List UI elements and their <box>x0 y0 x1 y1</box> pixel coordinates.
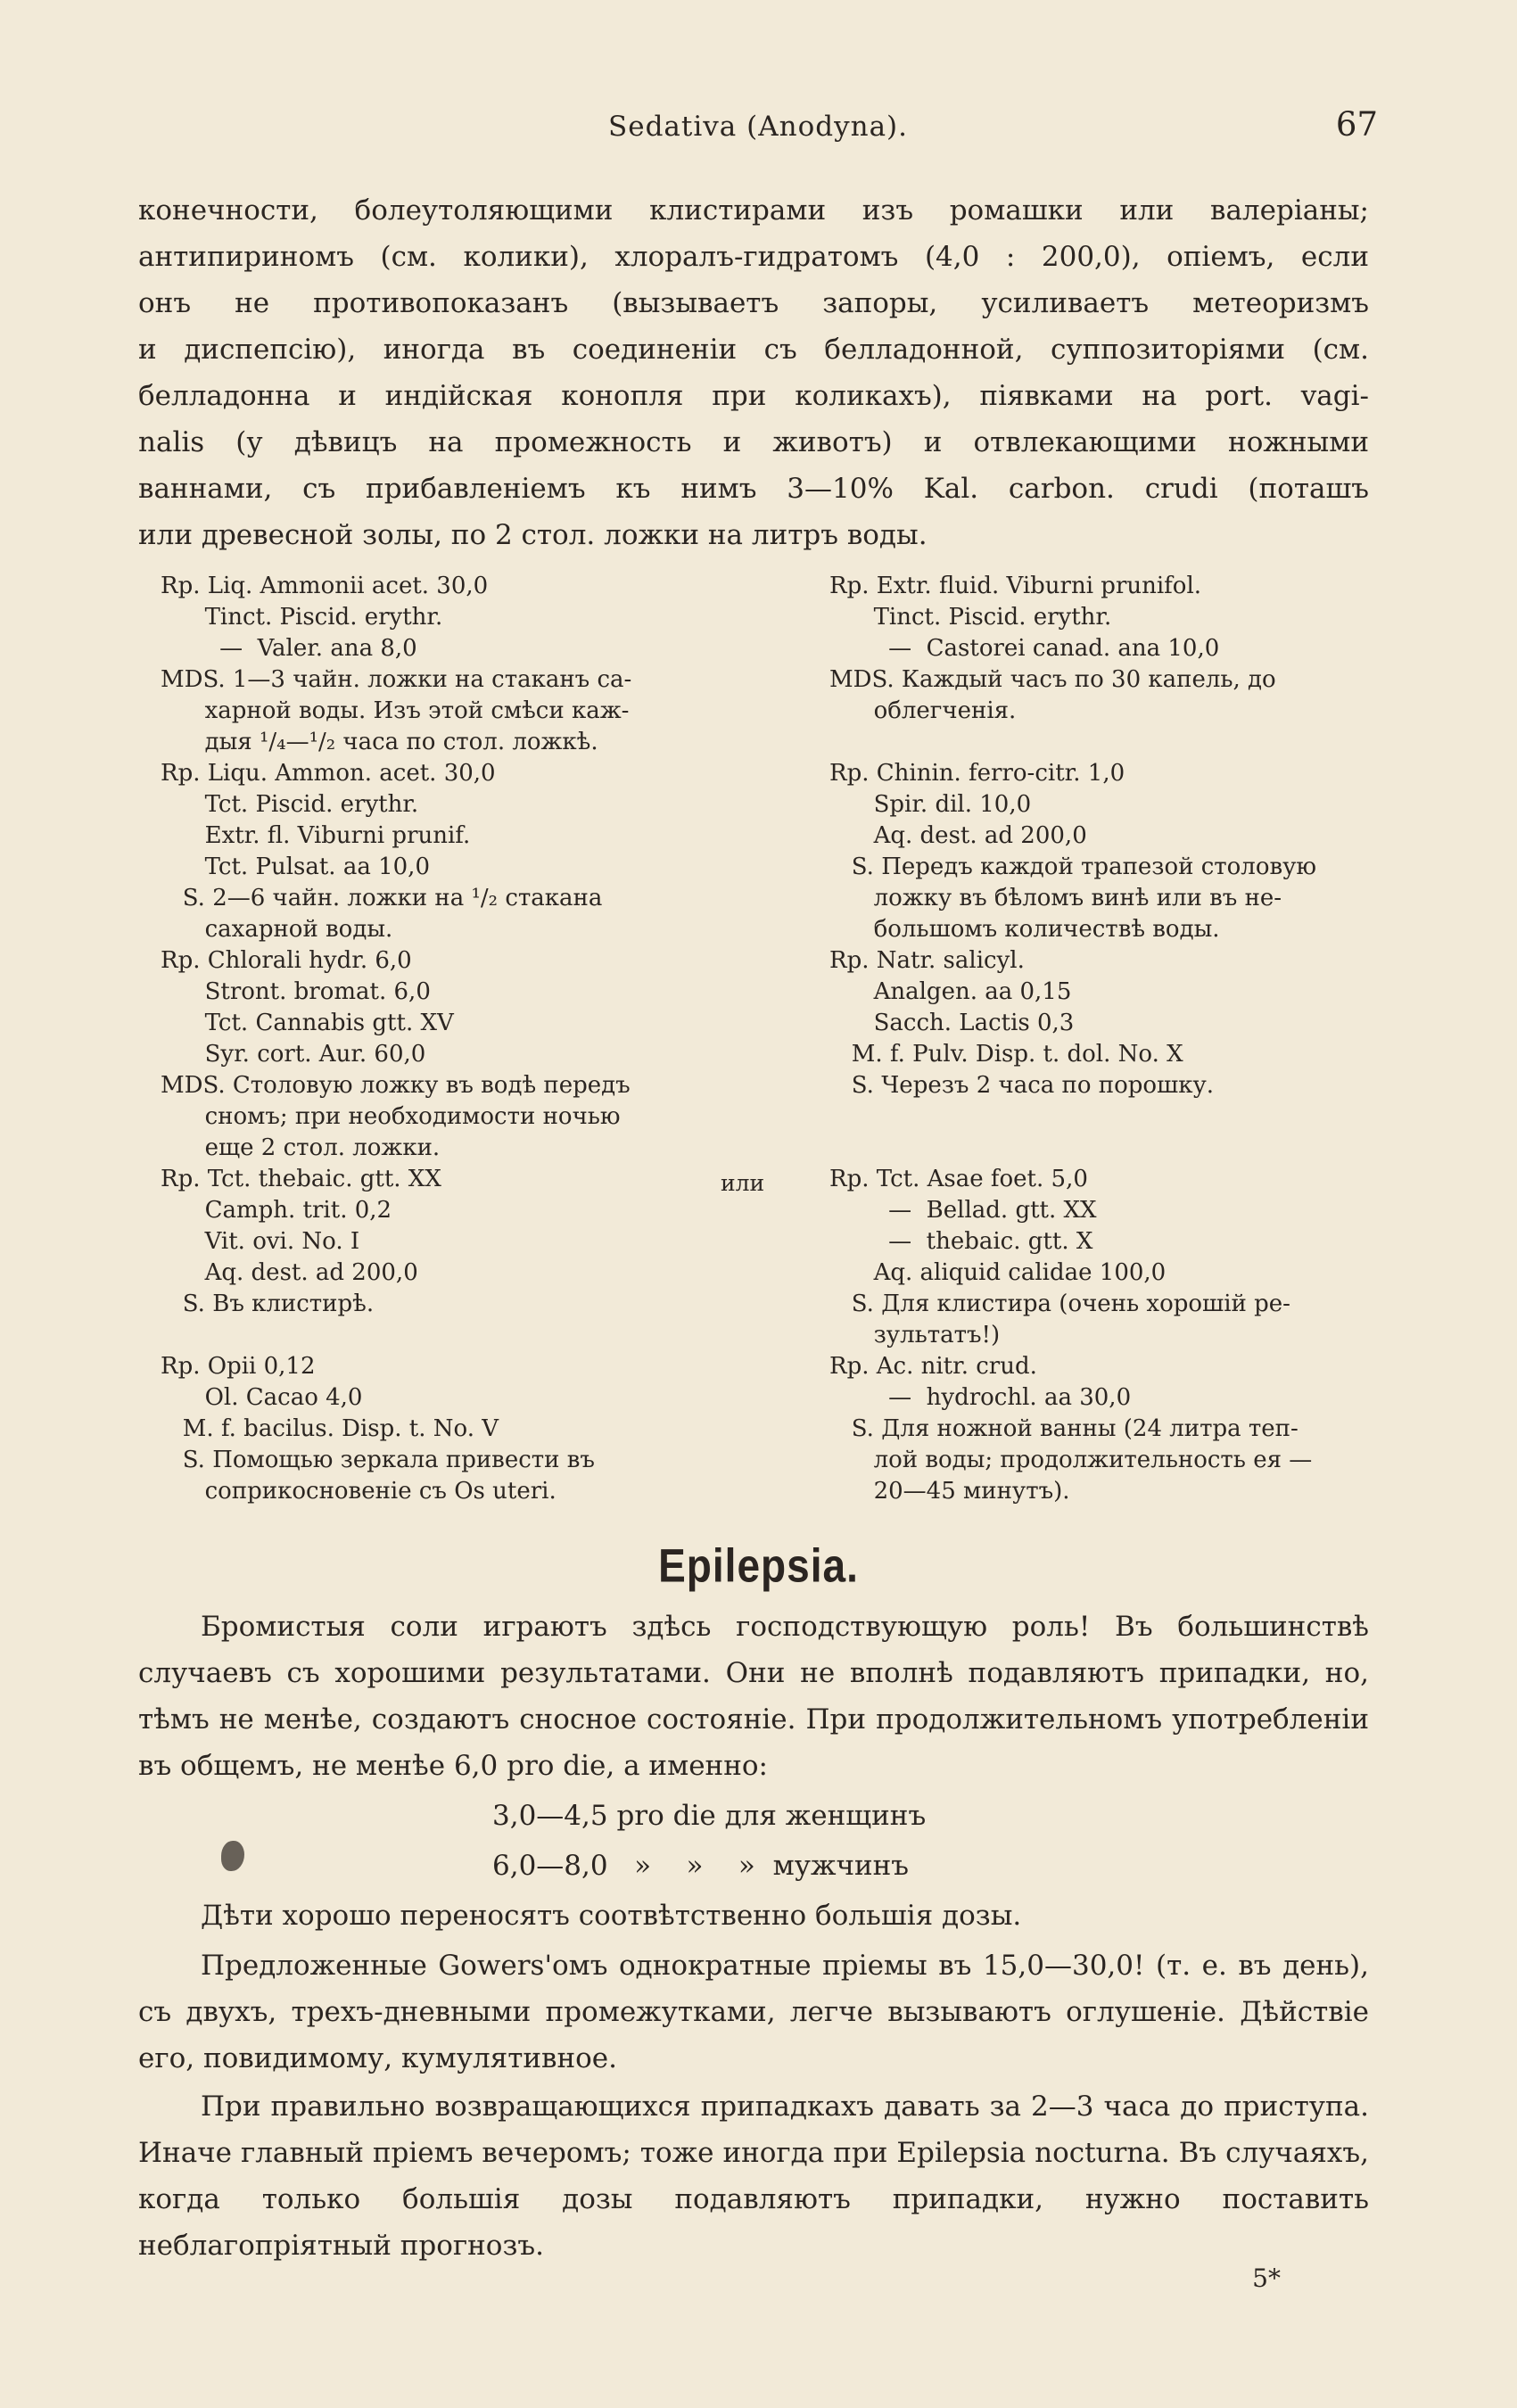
prescription-line: зультатъ!) <box>829 1322 1001 1348</box>
prescription-line: Extr. fl. Viburni prunif. <box>161 822 471 849</box>
prescription-line <box>161 1320 731 1351</box>
prescription-line: MDS. 1—3 чайн. ложки на стаканъ са- <box>161 666 632 693</box>
prescription-line: лой воды; продолжительность ея — <box>829 1447 1313 1473</box>
prescription-line <box>829 1133 1400 1164</box>
intro-line: белладонна и индійская конопля при коликахъ), піявками на port. vagi- <box>138 380 1369 412</box>
epilepsia-paragraph-1 <box>138 1604 1369 1789</box>
epilepsia-text: При правильно возвращающихся припадкахъ давать за 2—3 часа до приступа. Иначе главный пріемъ вечеромъ; тоже иногда при Epilepsia nocturna. Въ случаяхъ, когда только большія дозы подавляютъ припадки, нужно поставить неблагопріятный прогнозъ. <box>138 2091 1369 2262</box>
dose-women: 3,0—4,5 pro die для женщинъ <box>492 1800 927 1832</box>
intro-line: и диспепсію), иногда въ соединеніи съ белладонной, суппозиторіями (см. <box>138 334 1369 366</box>
prescription-line: Tinct. Piscid. erythr. <box>829 604 1112 631</box>
intro-line: антипириномъ (см. колики), хлоралъ-гидратомъ (4,0 : 200,0), опіемъ, если <box>138 241 1369 273</box>
prescription-line <box>829 727 1400 758</box>
intro-line: онъ не противопоказанъ (вызываетъ запоры, усиливаетъ метеоризмъ <box>138 287 1369 319</box>
prescription-line: Rp. Tct. thebaic. gtt. XX <box>161 1166 441 1192</box>
prescription-line: облегченія. <box>829 697 1017 724</box>
prescription-line: S. Въ клистирѣ. <box>161 1291 375 1317</box>
epilepsia-paragraph-3 <box>138 1942 1369 2082</box>
prescription-line <box>829 1101 1400 1133</box>
prescription-line: M. f. bacilus. Disp. t. No. V <box>161 1415 499 1442</box>
prescription-line: 20—45 минутъ). <box>829 1478 1070 1505</box>
prescriptions-right-column <box>829 571 1400 1507</box>
prescription-line: Aq. dest. ad 200,0 <box>829 822 1087 849</box>
prescription-line: S. Помощью зеркала привести въ <box>161 1447 595 1473</box>
prescription-line: Rp. Chlorali hydr. 6,0 <box>161 947 412 974</box>
prescription-line: M. f. Pulv. Disp. t. dol. No. X <box>829 1041 1183 1068</box>
prescriptions-left-column <box>161 571 731 1507</box>
prescription-line: Rp. Chinin. ferro-citr. 1,0 <box>829 760 1125 787</box>
prescription-line: ложку въ бѣломъ винѣ или въ не- <box>829 885 1282 911</box>
intro-line: или древесной золы, по 2 стол. ложки на литръ воды. <box>138 519 928 551</box>
prescription-line: Rp. Natr. salicyl. <box>829 947 1025 974</box>
prescription-line: Aq. dest. ad 200,0 <box>161 1259 418 1286</box>
epilepsia-text: Бромистыя соли играютъ здѣсь господствующую роль! Въ большинствѣ случаевъ съ хорошими результатами. Они не вполнѣ подавляютъ припадки, но, тѣмъ не менѣе, создаютъ сносное состояніе. При продолжительномъ употребленіи въ общемъ, не менѣе 6,0 pro die, а именно: <box>138 1611 1369 1782</box>
intro-line: ваннами, съ прибавленіемъ къ нимъ 3—10% Kal. carbon. crudi (поташъ <box>138 473 1369 505</box>
page-number: 67 <box>1335 105 1378 144</box>
or-separator: или <box>721 1170 765 1196</box>
prescription-line: Syr. cort. Aur. 60,0 <box>161 1041 426 1068</box>
section-title: Epilepsia. <box>658 1538 859 1592</box>
prescription-line: S. Для клистира (очень хорошій ре- <box>829 1291 1290 1317</box>
prescription-line: Rp. Liqu. Ammon. acet. 30,0 <box>161 760 496 787</box>
epilepsia-text: Дѣти хорошо переносятъ соотвѣтственно большія дозы. <box>201 1900 1022 1932</box>
running-title: Sedativa (Anodyna). <box>608 111 908 143</box>
prescription-line: — Valer. ana 8,0 <box>161 635 417 662</box>
prescription-line: — thebaic. gtt. X <box>829 1228 1093 1255</box>
prescription-line: Rp. Tct. Asae foet. 5,0 <box>829 1166 1088 1192</box>
prescription-line: — hydrochl. aa 30,0 <box>829 1384 1132 1411</box>
epilepsia-paragraph-4 <box>138 2083 1369 2269</box>
intro-line: конечности, болеутоляющими клистирами изъ ромашки или валеріаны; <box>138 194 1369 227</box>
prescription-line: Rp. Opii 0,12 <box>161 1353 316 1380</box>
prescription-line: — Castorei canad. ana 10,0 <box>829 635 1220 662</box>
prescription-line: Tct. Piscid. erythr. <box>161 791 419 818</box>
prescription-line: MDS. Столовую ложку въ водѣ передъ <box>161 1072 631 1099</box>
prescription-line: Analgen. aa 0,15 <box>829 978 1072 1005</box>
epilepsia-text: Предложенные Gowers'омъ однократные пріемы въ 15,0—30,0! (т. е. въ день), съ двухъ, трехъ-дневными промежутками, легче вызываютъ оглушеніе. Дѣйствіе его, повидимому, кумулятивное. <box>138 1950 1369 2074</box>
signature-mark: 5* <box>1252 2264 1281 2293</box>
prescription-line: соприкосновеніе съ Os uteri. <box>161 1478 557 1505</box>
prescription-line: S. 2—6 чайн. ложки на ¹/₂ стакана <box>161 885 603 911</box>
prescription-line: харной воды. Изъ этой смѣси каж- <box>161 697 630 724</box>
prescription-line: Spir. dil. 10,0 <box>829 791 1032 818</box>
prescription-line: S. Передъ каждой трапезой столовую <box>829 854 1317 880</box>
prescription-line: Rp. Ac. nitr. crud. <box>829 1353 1037 1380</box>
prescription-line: S. Для ножной ванны (24 литра теп- <box>829 1415 1299 1442</box>
dose-men: 6,0—8,0 » » » мужчинъ <box>492 1850 910 1882</box>
prescription-line: S. Черезъ 2 часа по порошку. <box>829 1072 1215 1099</box>
prescription-line: Rp. Liq. Ammonii acet. 30,0 <box>161 573 489 599</box>
prescription-line: сномъ; при необходимости ночью <box>161 1103 621 1130</box>
prescription-line: Rp. Extr. fluid. Viburni prunifol. <box>829 573 1202 599</box>
prescription-line: Sacch. Lactis 0,3 <box>829 1010 1075 1036</box>
prescription-line: MDS. Каждый часъ по 30 капель, до <box>829 666 1276 693</box>
prescription-line: Tinct. Piscid. erythr. <box>161 604 443 631</box>
prescription-line: Tct. Pulsat. aa 10,0 <box>161 854 430 880</box>
prescription-line: Stront. bromat. 6,0 <box>161 978 431 1005</box>
prescription-line: дыя ¹/₄—¹/₂ часа по стол. ложкѣ. <box>161 729 598 755</box>
prescription-line: Ol. Cacao 4,0 <box>161 1384 363 1411</box>
prescription-line: Vit. ovi. No. I <box>161 1228 360 1255</box>
prescription-line: — Bellad. gtt. XX <box>829 1197 1097 1224</box>
intro-line: nalis (у дѣвицъ на промежность и животъ) и отвлекающими ножными <box>138 426 1369 458</box>
prescription-line: Aq. aliquid calidae 100,0 <box>829 1259 1167 1286</box>
prescription-line: еще 2 стол. ложки. <box>161 1134 441 1161</box>
intro-paragraph <box>138 187 1369 558</box>
running-header <box>138 105 1378 159</box>
prescription-line: Camph. trit. 0,2 <box>161 1197 392 1224</box>
prescription-line: сахарной воды. <box>161 916 393 943</box>
prescription-line: большомъ количествѣ воды. <box>829 916 1220 943</box>
prescription-line: Tct. Cannabis gtt. XV <box>161 1010 454 1036</box>
ink-blot <box>221 1841 244 1871</box>
epilepsia-paragraph-2 <box>138 1893 1369 1939</box>
